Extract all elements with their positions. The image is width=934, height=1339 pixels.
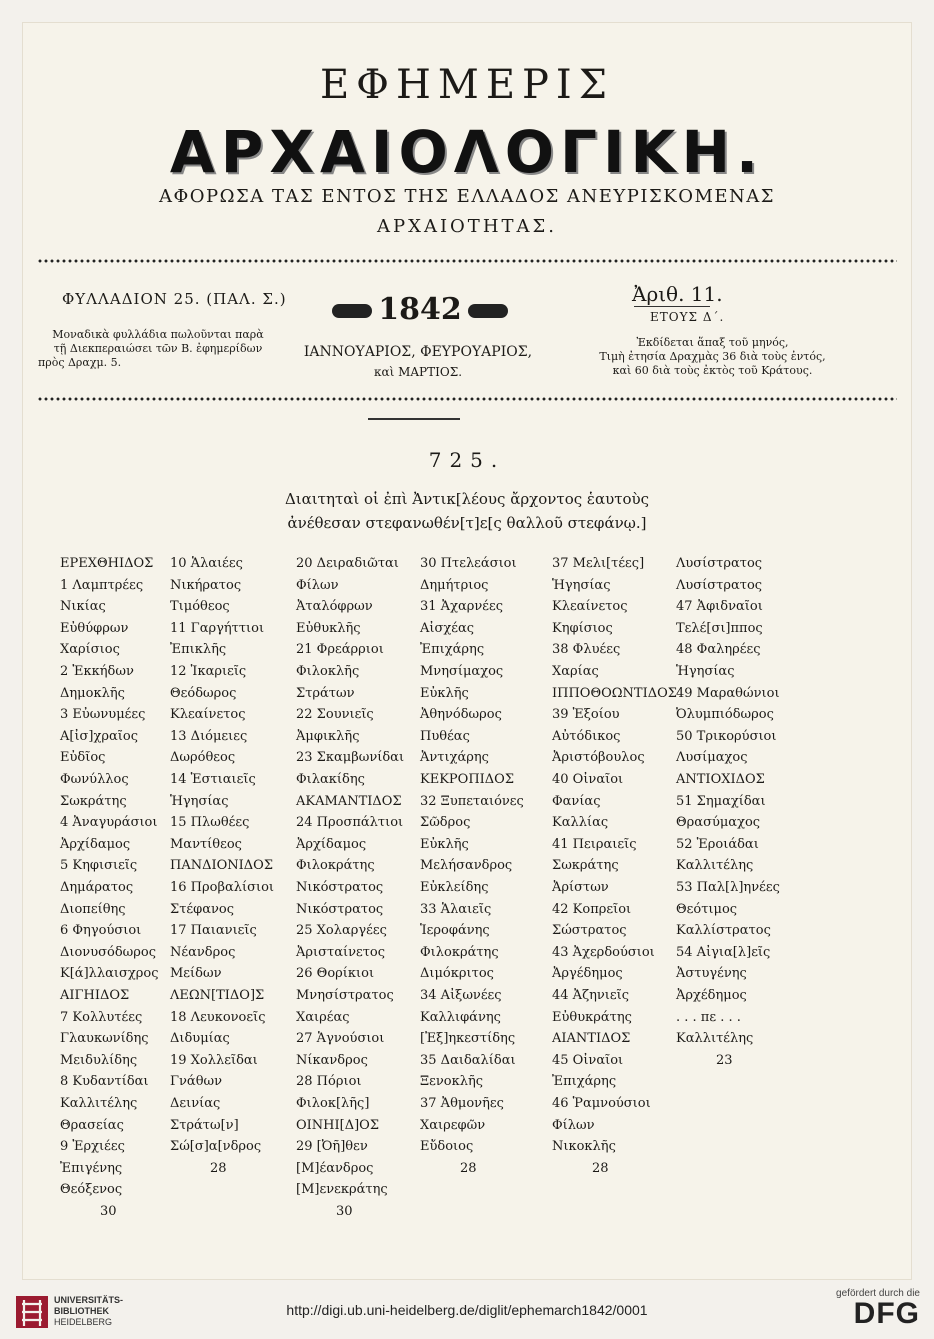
table-cell: Στράτω[ν] bbox=[170, 1117, 239, 1133]
table-cell: Δεινίας bbox=[170, 1096, 221, 1111]
table-cell: Πυθέας bbox=[420, 728, 470, 744]
months-line: καὶ ΜΑΡΤΙΟΣ. bbox=[373, 365, 463, 379]
dotted-divider bbox=[37, 396, 897, 402]
table-cell: Δημάρατος bbox=[60, 880, 134, 895]
table-cell: Ἐπιχάρης bbox=[552, 1074, 617, 1090]
table-cell: 52 Ἐροιάδαι bbox=[676, 836, 759, 852]
year-number: 1842 bbox=[378, 292, 462, 327]
table-cell: Φανίας bbox=[552, 793, 601, 809]
table-cell: Εὐθυκράτης bbox=[552, 1009, 632, 1025]
table-cell: Ἀρχίδαμος bbox=[296, 836, 367, 852]
inscription-intro: Διαιτηταὶ οἱ ἐπὶ Ἀντικ[λέους ἄρχοντος ἑαυτοὺς bbox=[284, 490, 650, 508]
table-cell: 27 Ἁγνούσιοι bbox=[296, 1031, 385, 1047]
table-cell: [Ἐξ]ηκεστίδης bbox=[420, 1031, 516, 1047]
table-cell: Καλλίστρατος bbox=[676, 923, 771, 939]
ornament-left-icon bbox=[332, 304, 372, 318]
table-cell: ΑΙΑΝΤΙΔΟΣ bbox=[552, 1031, 631, 1047]
table-cell: 32 Ξυπεταιόνες bbox=[420, 793, 524, 809]
table-cell: Καλλιτέλης bbox=[676, 858, 754, 874]
price-note bbox=[590, 336, 835, 378]
masthead-title: ΕΦΗΜΕΡΙΣ bbox=[319, 62, 615, 108]
price-note-line: καὶ 60 διὰ τοὺς ἐκτὸς τοῦ Κράτους. bbox=[612, 364, 813, 377]
table-cell: Εὐκλῆς bbox=[420, 836, 469, 852]
table-cell: Φίλων bbox=[552, 1117, 595, 1133]
table-cell: 50 Τρικορύσιοι bbox=[676, 728, 777, 744]
table-cell: Ἀριστόβουλος bbox=[552, 750, 645, 766]
table-cell: Καλλιτέλης bbox=[60, 1096, 138, 1111]
table-cell: Σωκράτης bbox=[60, 793, 127, 809]
table-cell: Εὐθύφρων bbox=[60, 620, 129, 636]
sale-note bbox=[38, 328, 278, 370]
table-cell: Ξενοκλῆς bbox=[420, 1074, 484, 1090]
table-cell: 34 Αἰξωνέες bbox=[420, 988, 502, 1003]
table-cell: Καλλιφάνης bbox=[420, 1009, 501, 1025]
table-cell: Φιλοκ[λῆς] bbox=[296, 1096, 370, 1111]
issue-number: Ἀριθ. 11. bbox=[632, 282, 723, 306]
table-cell: 43 Ἀχερδούσιοι bbox=[552, 944, 655, 960]
table-cell: 28 bbox=[460, 1160, 477, 1176]
fyllation-label: ΦΥΛΛΑΔΙΟΝ 25. (ΠΑΛ. Σ.) bbox=[62, 290, 287, 308]
table-cell: Σῶδρος bbox=[420, 815, 471, 831]
table-cell: Λυσίμαχος bbox=[676, 750, 748, 766]
table-cell: 49 Μαραθώνιοι bbox=[676, 685, 780, 701]
table-cell: Μειδυλίδης bbox=[60, 1052, 138, 1068]
months-line: ΙΑΝΝΟΥΑΡΙΟΣ, ΦΕΥΡΟΥΑΡΙΟΣ, bbox=[303, 344, 533, 360]
table-cell: Ἀρχίδαμος bbox=[60, 836, 131, 852]
table-cell: Ἡγησίας bbox=[170, 793, 229, 809]
table-cell: Σώ[σ]α[νδρος bbox=[170, 1139, 262, 1155]
table-cell: ΑΚΑΜΑΝΤΙΔΟΣ bbox=[296, 793, 402, 809]
table-cell: 29 [Ὀῆ]θεν bbox=[296, 1139, 368, 1155]
table-cell: 30 Πτελεάσιοι bbox=[420, 556, 517, 571]
table-cell: Εὐδῖος bbox=[60, 750, 106, 766]
dotted-divider bbox=[37, 258, 897, 264]
table-cell: 40 Οἰναῖοι bbox=[552, 772, 624, 787]
table-cell: Θεότιμος bbox=[676, 901, 738, 917]
table-cell: Ἐπικλῆς bbox=[170, 642, 227, 658]
table-cell: 44 Ἀζηνιεῖς bbox=[552, 988, 630, 1003]
table-cell: 9 Ἐρχιέες bbox=[60, 1139, 125, 1155]
table-cell: Ὀλυμπιόδωρος bbox=[676, 707, 774, 723]
table-cell: Θεόξενος bbox=[60, 1182, 123, 1198]
table-cell: . . . πε . . . bbox=[676, 1009, 741, 1025]
footer-bar bbox=[0, 1282, 934, 1339]
table-cell: Φιλοκλῆς bbox=[296, 664, 360, 679]
table-cell: Νικόστρατος bbox=[296, 880, 384, 895]
table-cell: Γνάθων bbox=[170, 1074, 223, 1090]
table-cell: 54 Αἰγια[λ]εῖς bbox=[676, 944, 771, 960]
table-cell: 39 Ἐξοίου bbox=[552, 707, 620, 723]
table-cell: Διδυμίας bbox=[170, 1031, 230, 1047]
table-cell: 24 Προσπάλτιοι bbox=[296, 815, 404, 831]
table-cell: Καλλιτέλης bbox=[676, 1031, 754, 1047]
table-cell: Κηφίσιος bbox=[552, 620, 613, 636]
table-cell: 18 Λευκονοεῖς bbox=[170, 1009, 266, 1025]
table-cell: Εὐκλείδης bbox=[420, 880, 489, 895]
table-cell: Ἀμφικλῆς bbox=[296, 728, 360, 744]
table-cell: Νικίας bbox=[60, 599, 106, 615]
table-cell: 37 Ἀθμονῆες bbox=[420, 1096, 504, 1111]
table-cell: 13 Διόμειες bbox=[170, 728, 248, 744]
table-cell: Χαιρέας bbox=[296, 1009, 350, 1025]
table-cell: 45 Οἰναῖοι bbox=[552, 1052, 624, 1068]
table-cell: 23 Σκαμβωνίδαι bbox=[296, 750, 405, 766]
dfg-wordmark: DFG bbox=[853, 1297, 920, 1330]
table-cell: 28 bbox=[210, 1160, 227, 1176]
table-cell: Νικόστρατος bbox=[296, 901, 384, 917]
price-note-line: Ἐκδίδεται ἅπαξ τοῦ μηνός, bbox=[636, 336, 789, 349]
table-cell: 38 Φλυέες bbox=[552, 642, 621, 658]
table-cell: 25 Χολαργέες bbox=[296, 923, 387, 939]
table-cell: Ἀρίστων bbox=[552, 880, 609, 895]
table-cell: 22 Σουνιεῖς bbox=[296, 707, 374, 723]
table-cell: Θεόδωρος bbox=[170, 685, 237, 701]
table-cell: Στέφανος bbox=[170, 901, 235, 917]
table-cell: 12 Ἰκαριεῖς bbox=[170, 664, 247, 679]
table-cell: 3 Εὐωνυμέες bbox=[60, 707, 146, 723]
table-cell: 8 Κυδαντίδαι bbox=[60, 1074, 149, 1090]
table-cell: Κλεαίνετος bbox=[552, 599, 628, 615]
table-cell: Φωνύλλος bbox=[60, 772, 129, 787]
table-cell: ΙΠΠΟΘΟΩΝΤΙΔΟΣ bbox=[552, 685, 677, 701]
table-cell: ΛΕΩΝ[ΤΙΔΟ]Σ bbox=[170, 988, 265, 1003]
university-label-line: HEIDELBERG bbox=[54, 1317, 113, 1327]
table-cell: Ἀρισταίνετος bbox=[296, 944, 386, 960]
table-cell: 15 Πλωθέες bbox=[170, 815, 250, 831]
table-cell: Φιλοκράτης bbox=[420, 944, 499, 960]
table-cell: 31 Ἀχαρνέες bbox=[420, 599, 504, 615]
table-cell: 35 Δαιδαλίδαι bbox=[420, 1052, 516, 1068]
table-cell: Ἐπιγένης bbox=[60, 1160, 123, 1176]
table-cell: ΟΙΝΗΙ[Δ]ΟΣ bbox=[296, 1117, 380, 1133]
table-cell: 19 Χολλεῖδαι bbox=[170, 1052, 258, 1068]
table-cell: Χαιρεφῶν bbox=[420, 1117, 486, 1133]
table-cell: Δημήτριος bbox=[420, 577, 489, 593]
issue-rule bbox=[634, 306, 710, 307]
table-cell: Τελέ[σι]ππος bbox=[676, 620, 763, 636]
table-cell: Καλλίας bbox=[552, 815, 609, 831]
table-cell: ΠΑΝΔΙΟΝΙΔΟΣ bbox=[170, 858, 274, 874]
table-cell: Θρασείας bbox=[60, 1117, 124, 1133]
table-cell: 6 Φηγούσιοι bbox=[60, 923, 142, 939]
table-cell: Τιμόθεος bbox=[170, 599, 230, 615]
table-cell: ΚΕΚΡΟΠΙΔΟΣ bbox=[420, 772, 515, 787]
table-cell: Ἀργέδημος bbox=[552, 966, 623, 982]
table-cell: Λυσίστρατος bbox=[676, 556, 763, 571]
table-cell: Ἱεροφάνης bbox=[420, 923, 490, 939]
table-cell: 53 Παλ[λ]ηνέες bbox=[676, 880, 780, 895]
table-cell: Νίκανδρος bbox=[296, 1052, 368, 1068]
table-cell: Μαντίθεος bbox=[170, 836, 242, 852]
table-cell: 33 Ἁλαιεῖς bbox=[420, 901, 492, 917]
table-cell: 11 Γαργήττιοι bbox=[170, 620, 265, 636]
table-cell: 51 Σημαχίδαι bbox=[676, 793, 766, 809]
table-cell: Εὔδοιος bbox=[420, 1139, 474, 1155]
dfg-label: gefördert durch die bbox=[836, 1288, 920, 1299]
year-title bbox=[300, 292, 540, 327]
section-rule bbox=[368, 418, 460, 420]
table-cell: 28 bbox=[592, 1160, 609, 1176]
table-cell: Διοπείθης bbox=[60, 901, 126, 917]
table-cell: Νέανδρος bbox=[170, 944, 236, 960]
table-cell: Ἀταλόφρων bbox=[296, 599, 373, 615]
table-cell: 7 Κολλυτέες bbox=[60, 1009, 143, 1025]
table-cell: Α[ἰσ]χραῖος bbox=[60, 728, 139, 744]
table-cell: Διονυσόδωρος bbox=[60, 944, 156, 960]
table-cell: 30 bbox=[100, 1204, 117, 1219]
table-cell: 5 Κηφισιεῖς bbox=[60, 858, 138, 874]
table-cell: Διμόκριτος bbox=[420, 966, 494, 982]
table-cell: Κ[ά]λλαισχρος bbox=[60, 966, 159, 982]
issue-year: ΕΤΟΥΣ Δ΄. bbox=[650, 310, 725, 324]
table-cell: 1 Λαμπτρέες bbox=[60, 577, 144, 593]
table-cell: 46 Ῥαμνούσιοι bbox=[552, 1096, 651, 1111]
masthead-tagline-2: ΑΡΧΑΙΟΤΗΤΑΣ. bbox=[377, 216, 557, 237]
table-cell: 16 Προβαλίσιοι bbox=[170, 880, 275, 895]
table-cell: Αἰσχέας bbox=[420, 620, 475, 636]
table-cell: Φίλων bbox=[296, 577, 339, 593]
table-cell: 10 Ἁλαιέες bbox=[170, 556, 243, 571]
table-cell: Εὐθυκλῆς bbox=[296, 620, 361, 636]
table-cell: 47 Ἀφιδναῖοι bbox=[676, 599, 763, 615]
ornament-right-icon bbox=[468, 304, 508, 318]
table-cell: Χαρίας bbox=[552, 664, 599, 679]
table-cell: 14 Ἑστιαιεῖς bbox=[170, 772, 256, 787]
table-cell: 4 Ἀναγυράσιοι bbox=[60, 815, 158, 831]
university-label-line: BIBLIOTHEK bbox=[54, 1306, 109, 1316]
table-cell: Φιλακίδης bbox=[296, 772, 365, 787]
table-cell: Δωρόθεος bbox=[170, 750, 236, 766]
sale-note-line: τῇ Διεκπεραιώσει τῶν Β. ἐφημερίδων bbox=[53, 342, 263, 355]
inscription-number: 725. bbox=[428, 448, 506, 472]
source-url-link[interactable]: http://digi.ub.uni-heidelberg.de/diglit/ephemarch1842/0001 bbox=[286, 1302, 648, 1318]
table-cell: ΑΙΓΗΙΔΟΣ bbox=[60, 988, 130, 1003]
table-cell: 30 bbox=[336, 1204, 353, 1219]
sale-note-line: πρὸς Δραχμ. 5. bbox=[38, 356, 122, 369]
months-label bbox=[288, 342, 548, 382]
inscription-intro: ἀνέθεσαν στεφανωθέν[τ]ε[ς θαλλοῦ στεφάνῳ.] bbox=[287, 514, 647, 532]
price-note-line: Τιμὴ ἐτησία Δραχμὰς 36 διὰ τοὺς ἐντός, bbox=[599, 350, 826, 363]
table-cell: Μελήσανδρος bbox=[420, 858, 513, 874]
table-cell: 48 Φαληρέες bbox=[676, 642, 761, 658]
table-cell: Γλαυκωνίδης bbox=[60, 1031, 149, 1047]
table-cell: Ἡγησίας bbox=[552, 577, 611, 593]
table-cell: Στράτων bbox=[296, 685, 355, 701]
masthead-tagline: ΑΦΟΡΩΣΑ ΤΑΣ ΕΝΤΟΣ ΤΗΣ ΕΛΛΑΔΟΣ ΑΝΕΥΡΙΣΚΟΜΕΝΑΣ bbox=[158, 186, 775, 207]
table-cell: Σώστρατος bbox=[552, 923, 627, 939]
table-cell: Κλεαίνετος bbox=[170, 707, 246, 723]
table-cell: 17 Παιανιεῖς bbox=[170, 923, 257, 939]
table-cell: Ἀστυγένης bbox=[676, 966, 747, 982]
table-cell: ΕΡΕΧΘΗΙΔΟΣ bbox=[60, 556, 154, 571]
table-cell: Φιλοκράτης bbox=[296, 858, 375, 874]
table-cell: Εὐκλῆς bbox=[420, 685, 469, 701]
table-cell: Ἡγησίας bbox=[676, 664, 735, 679]
table-cell: Χαρίσιος bbox=[60, 642, 120, 658]
table-cell: [Μ]έανδρος bbox=[296, 1160, 374, 1176]
table-cell: Θρασύμαχος bbox=[676, 815, 761, 831]
table-cell: 26 Θορίκιοι bbox=[296, 966, 375, 982]
university-label-line: UNIVERSITÄTS- bbox=[54, 1295, 124, 1305]
table-cell: 2 Ἐκκήδων bbox=[60, 664, 134, 679]
table-cell: 28 Πόριοι bbox=[296, 1074, 362, 1090]
table-cell: 23 bbox=[716, 1052, 733, 1068]
table-cell: [Μ]ενεκράτης bbox=[296, 1182, 388, 1198]
table-cell: Ἀρχέδημος bbox=[676, 988, 747, 1003]
table-cell: Μνησίμαχος bbox=[420, 664, 504, 679]
table-cell: Ἐπιχάρης bbox=[420, 642, 485, 658]
table-cell: 20 Δειραδιῶται bbox=[296, 556, 399, 571]
table-cell: Ἀθηνόδωρος bbox=[420, 707, 502, 723]
masthead-subtitle: ΑΡΧΑΙΟΛΟΓΙΚΗ. bbox=[169, 118, 765, 186]
table-cell: Νικοκλῆς bbox=[552, 1139, 616, 1155]
table-cell: 41 Πειραιεῖς bbox=[552, 836, 637, 852]
dfg-logo bbox=[825, 1288, 920, 1329]
table-cell: Σωκράτης bbox=[552, 858, 619, 874]
table-cell: 37 Μελι[τέες] bbox=[552, 556, 645, 571]
table-cell: Νικήρατος bbox=[170, 577, 242, 593]
sale-note-line: Μοναδικὰ φυλλάδια πωλοῦνται παρὰ bbox=[52, 328, 264, 341]
table-cell: Δημοκλῆς bbox=[60, 685, 125, 701]
table-cell: Ἀντιχάρης bbox=[420, 750, 489, 766]
table-cell: ΑΝΤΙΟΧΙΔΟΣ bbox=[676, 772, 765, 787]
table-cell: Αὐτόδικος bbox=[552, 728, 621, 744]
table-cell: 21 Φρεάρριοι bbox=[296, 642, 384, 658]
table-cell: Μνησίστρατος bbox=[296, 988, 394, 1003]
table-cell: 42 Κοπρεῖοι bbox=[552, 901, 632, 917]
table-cell: Λυσίστρατος bbox=[676, 577, 763, 593]
table-cell: Μείδων bbox=[170, 966, 222, 982]
